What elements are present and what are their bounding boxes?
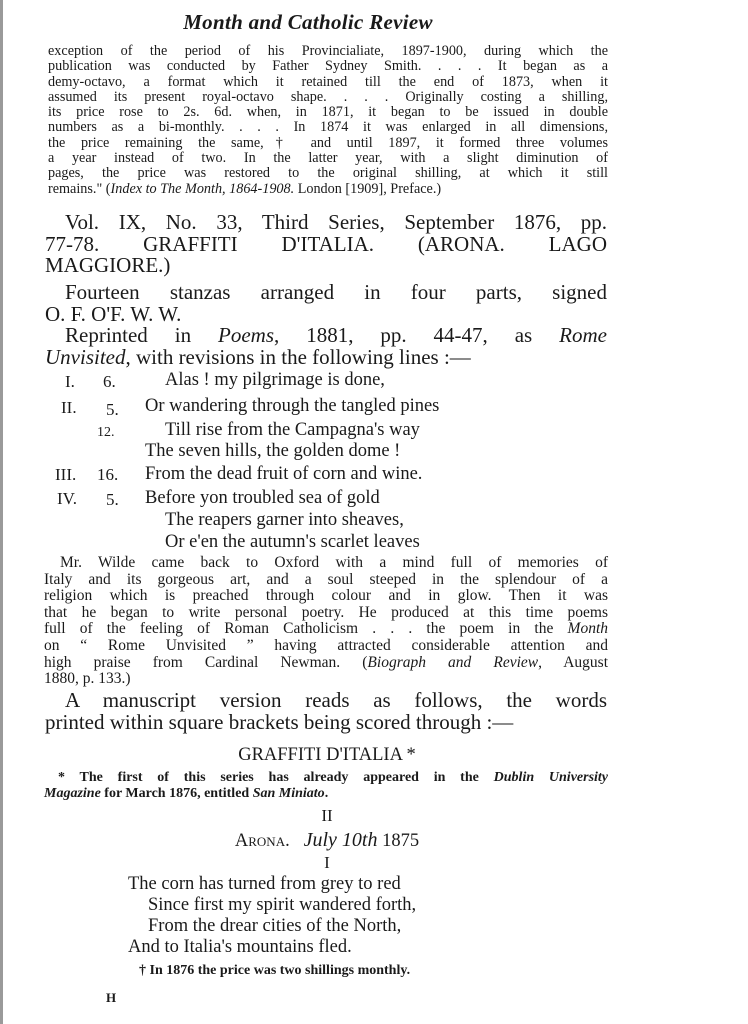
revision-line-number: 5. <box>106 400 119 419</box>
quote-line: pages, the price was restored to the original shilling, at which it still <box>48 165 608 182</box>
date-year: 1875 <box>382 831 420 851</box>
revision-part: II. <box>61 398 77 417</box>
reprint-text: Reprinted in <box>65 323 219 347</box>
revision-text: The seven hills, the golden dome ! <box>145 441 401 461</box>
manuscript-note <box>45 690 607 733</box>
reprint-book-title: Poems <box>218 323 275 347</box>
quote-line-last <box>48 182 608 197</box>
wilde-paragraph <box>44 555 608 688</box>
manuscript-line: A manuscript version reads as follows, the words <box>65 688 607 712</box>
wilde-source-title: Biograph and Review <box>367 653 539 671</box>
poem-title: GRAFFITI D'ITALIA * <box>238 745 416 765</box>
revision-line-number: 6. <box>103 372 116 391</box>
wilde-text: full of the feeling of Roman Catholicism . . . the poem in the <box>44 620 554 638</box>
revision-part: I. <box>65 372 75 391</box>
poem-line: And to Italia's mountains fled. <box>128 937 352 957</box>
reprint-line <box>45 344 607 369</box>
reprint-text: , 1881, pp. 44-47, as <box>274 323 560 347</box>
footnote-dagger: † In 1876 the price was two shillings monthly. <box>139 963 411 978</box>
quote-citation: London [1909], Preface.) <box>294 180 442 197</box>
wilde-line: religion which is preached through colour and in glow. Then it was <box>44 587 608 605</box>
poem-line: The corn has turned from grey to red <box>128 874 401 894</box>
footnote-star <box>44 770 608 802</box>
bibliographic-entry <box>45 212 607 277</box>
poem-line: From the drear cities of the North, <box>148 916 402 936</box>
quote-text: remains." ( <box>48 180 111 197</box>
quote-line: numbers as a bi-monthly. . . . In 1874 it was enlarged in all dimensions, <box>48 119 608 136</box>
footnote-periodical: Magazine <box>44 786 101 801</box>
wilde-line: 1880, p. 133.) <box>44 670 131 688</box>
wilde-line: Mr. Wilde came back to Oxford with a mind full of memories of <box>60 554 608 571</box>
wilde-text: high praise from Cardinal Newman. ( <box>44 653 368 671</box>
wilde-line: on “ Rome Unvisited ” having attracted considerable attention and <box>44 636 608 654</box>
entry-line: Vol. IX, No. 33, Third Series, September 1876, pp. <box>65 210 607 234</box>
reprint-note <box>45 325 607 368</box>
signature-mark: H <box>106 990 117 1005</box>
revision-text: Or e'en the autumn's scarlet leaves <box>165 532 420 552</box>
part-numeral: II <box>321 806 333 825</box>
footnote-line <box>44 786 608 802</box>
revision-text: The reapers garner into sheaves, <box>165 510 404 530</box>
revision-text: From the dead fruit of corn and wine. <box>145 464 423 484</box>
wilde-line: that he began to write personal poetry. He produced at this time poems <box>44 603 608 621</box>
revision-line-number: 16. <box>97 465 119 484</box>
quote-paragraph <box>48 44 608 197</box>
footnote-line <box>44 770 608 786</box>
reprint-text: , with revisions in the following lines :— <box>125 344 471 369</box>
footnote-text: for March 1876, entitled <box>100 786 253 801</box>
manuscript-line: printed within square brackets being scored through :— <box>45 709 514 734</box>
reprint-line <box>45 325 607 347</box>
footnote-text: * The first of this series has already appeared in the <box>58 770 479 785</box>
quote-line: publication was conducted by Father Sydney Smith. . . . It began as a <box>48 58 608 75</box>
revision-text: Before yon troubled sea of gold <box>145 488 380 508</box>
revision-text: Till rise from the Campagna's way <box>165 420 420 440</box>
stanzas-line: Fourteen stanzas arranged in four parts, signed <box>65 280 607 304</box>
quote-line: demy-octavo, a format which it retained till the end of 1873, when it <box>48 73 608 90</box>
date-day: July 10th <box>303 829 378 851</box>
wilde-text: , August <box>538 653 608 671</box>
footnote-periodical: Dublin University <box>493 770 609 785</box>
revision-text: Or wandering through the tangled pines <box>145 396 440 416</box>
quote-line: exception of the period of his Provincialiate, 1897-1900, during which the <box>48 43 608 59</box>
footnote-poem-title: San Miniato <box>252 786 325 801</box>
revision-line-number: 12. <box>97 425 115 440</box>
reprint-poem-title: Rome <box>559 323 607 347</box>
footnote-text: . <box>324 786 329 801</box>
quote-line: a year instead of two. In the latter year, with a slight diminution of <box>48 150 608 167</box>
quote-line: the price remaining the same,† and until 1897, it formed three volumes <box>48 134 608 151</box>
reprint-poem-title: Unvisited <box>45 344 126 369</box>
poem-line: Since first my spirit wandered forth, <box>148 895 417 915</box>
revision-text: Alas ! my pilgrimage is done, <box>165 370 385 390</box>
wilde-line: Italy and its gorgeous art, and a soul steeped in the splendour of a <box>44 570 608 588</box>
entry-line: MAGGIORE.) <box>45 253 171 277</box>
wilde-line <box>44 621 608 638</box>
running-header: Month and Catholic Review <box>183 10 433 34</box>
stanza-numeral: I <box>324 853 330 872</box>
quote-line: assumed its present royal-octavo shape. . . . Originally costing a shilling, <box>48 88 608 105</box>
stanzas-line: O. F. O'F. W. W. <box>45 301 182 326</box>
revision-part: III. <box>55 465 77 484</box>
entry-line: 77-78. GRAFFITI D'ITALIA. (ARONA. LAGO <box>45 231 607 256</box>
wilde-periodical: Month <box>567 620 608 638</box>
quote-citation-title: Index to The Month, 1864-1908. <box>110 180 295 197</box>
place-date <box>0 829 654 852</box>
place-name: Arona. <box>234 831 290 851</box>
revision-line-number: 5. <box>106 490 119 509</box>
quote-line: its price rose to 2s. 6d. when, in 1871, it began to be issued in double <box>48 104 608 121</box>
stanzas-note <box>45 282 607 325</box>
wilde-line <box>44 655 608 672</box>
revision-part: IV. <box>57 489 77 508</box>
